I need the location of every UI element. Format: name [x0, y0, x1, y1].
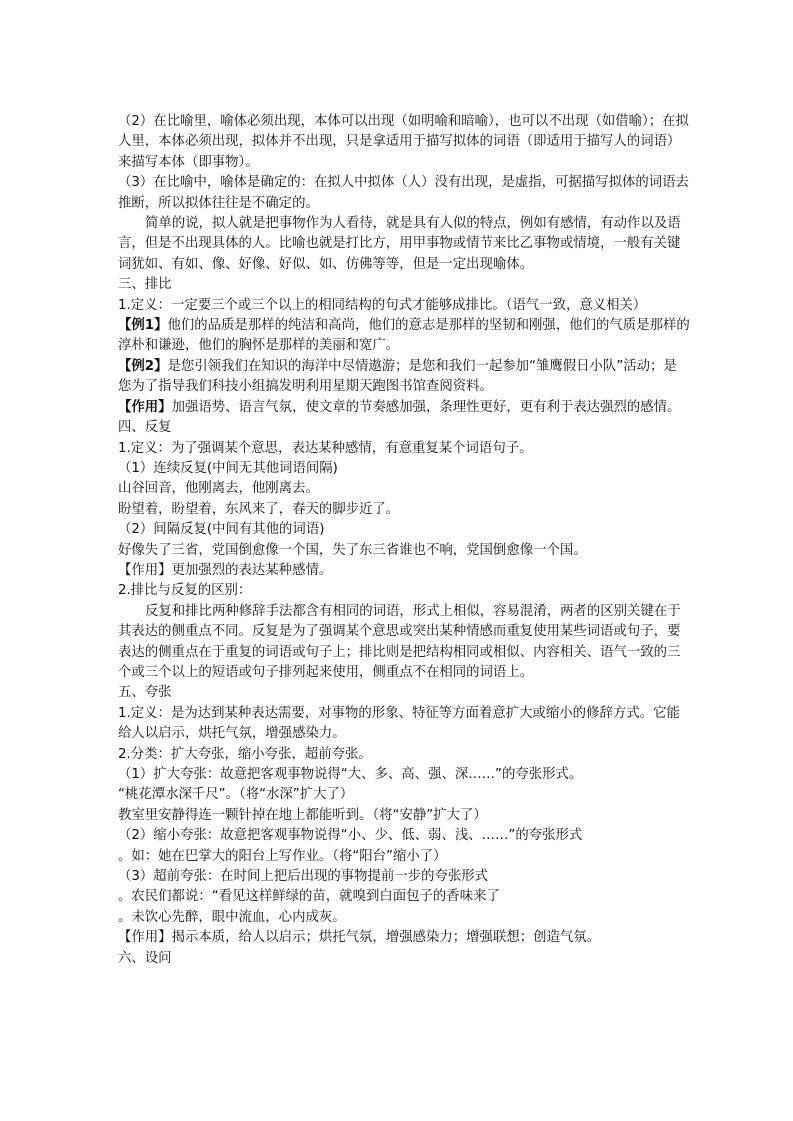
paragraph: 反复和排比两种修辞手法都含有相同的词语，形式上相似，容易混淆，两者的区别关键在于其表达的侧重点不同。反复是为了强调某个意思或突出某种情感而重复使用某些词语或句子，要表达的侧重点在于重复的词语或句子上；排比则是把结构相同或相似、内容相关、语气一致的三个或三个以上的短语或句子排列起来使用，侧重点不在相同的词语上。 [118, 603, 681, 680]
function-tag: 【作用】 [118, 562, 172, 578]
paragraph: “桃花潭水深千尺”。（将“水深”扩大了） [118, 787, 354, 803]
paragraph: （3）在比喻中，喻体是确定的：在拟人中拟体（人）没有出现，是虚指，可据描写拟体的词语去推断，所以拟体往往是不确定的。 [118, 175, 689, 211]
paragraph: （2）缩小夸张：故意把客观事物说得“小、少、低、弱、浅、……”的夸张形式 [118, 828, 583, 844]
section-heading: 三、排比 [118, 277, 172, 293]
paragraph: 好像失了三省，党国倒愈像一个国，失了东三省谁也不响，党国倒愈像一个国。 [118, 542, 587, 558]
paragraph: 1.定义：一定要三个或三个以上的相同结构的句式才能够成排比。（语气一致，意义相关） [118, 297, 647, 313]
paragraph: （1）扩大夸张：故意把客观事物说得“大、多、高、强、深……”的夸张形式。 [118, 767, 583, 782]
example-paragraph [118, 357, 690, 398]
example-text: 他们的品质是那样的纯洁和高尚，他们的意志是那样的坚韧和刚强，他们的气质是那样的淳朴和谦逊，他们的胸怀是那样的美丽和宽广。 [118, 318, 690, 354]
paragraph: 。如：她在巴掌大的阳台上写作业。（将“阳台”缩小了） [118, 848, 447, 864]
paragraph: 。农民们都说：“看见这样鲜绿的苗，就嗅到白面包子的香味来了 [118, 889, 500, 905]
function-text: 更加强烈的表达某种感情。 [171, 562, 333, 578]
function-tag: 【作用】 [118, 930, 172, 946]
paragraph: （2）在比喻里，喻体必须出现，本体可以出现（如明喻和暗喻），也可以不出现（如借喻）；在拟人里，本体必须出现，拟体并不出现，只是拿适用于描写拟体的词语（即适用于描写人的词语）来描写本体（即事物）。 [118, 114, 689, 170]
paragraph: 教室里安静得连一颗针掉在地上都能听到。（将“安静”扩大了） [118, 807, 487, 823]
section-heading: 六、设问 [118, 950, 172, 966]
example-text: 是您引领我们在知识的海洋中尽情遨游；是您和我们一起参加“雏鹰假日小队”活动；是您为了指导我们科技小组搞发明利用星期天跑图书馆查阅资料。 [118, 358, 677, 395]
function-text: 揭示本质，给人以启示；烘托气氛，增强感染力；增强联想；创造气氛。 [171, 930, 601, 946]
paragraph: （3）超前夸张：在时间上把后出现的事物提前一步的夸张形式 [118, 869, 489, 885]
paragraph: （2）间隔反复(中间有其他的词语) [118, 522, 325, 538]
paragraph: 。未饮心先醉，眼中流血，心内成灰。 [118, 909, 346, 925]
section-heading: 五、夸张 [118, 685, 172, 701]
paragraph: 1.定义：是为达到某种表达需要，对事物的形象、特征等方面着意扩大或缩小的修辞方式。它能给人以启示，烘托气氛，增强感染力。 [118, 705, 680, 742]
function-paragraph [118, 561, 690, 581]
function-paragraph [118, 928, 690, 948]
paragraph: 2.分类：扩大夸张，缩小夸张，超前夸张。 [118, 746, 372, 762]
paragraph: 盼望着，盼望着，东风来了，春天的脚步近了。 [118, 501, 400, 517]
example-tag: 【例1】 [118, 318, 168, 334]
paragraph: （1）连续反复(中间无其他词语间隔) [118, 460, 338, 476]
document-page [118, 112, 690, 969]
function-paragraph [118, 398, 690, 418]
example-tag: 【例2】 [118, 358, 168, 374]
paragraph: 简单的说，拟人就是把事物作为人看待，就是具有人似的特点，例如有感情，有动作以及语言，但是不出现具体的人。比喻也就是打比方，用甲事物或情节来比乙事物或情境，一般有关键词犹如、有如、像、好像、好似、如、仿佛等等，但是一定出现喻体。 [118, 216, 681, 272]
function-tag: 【作用】 [118, 399, 172, 415]
example-paragraph [118, 316, 690, 357]
paragraph: 山谷回音，他刚离去，他刚离去。 [118, 481, 319, 497]
paragraph: 2.排比与反复的区别： [118, 583, 252, 599]
paragraph: 1.定义：为了强调某个意思，表达某种感情，有意重复某个词语句子。 [118, 440, 533, 456]
function-text: 加强语势、语言气氛，使文章的节奏感加强，条理性更好，更有利于表达强烈的感情。 [171, 399, 681, 415]
section-heading: 四、反复 [118, 420, 172, 436]
